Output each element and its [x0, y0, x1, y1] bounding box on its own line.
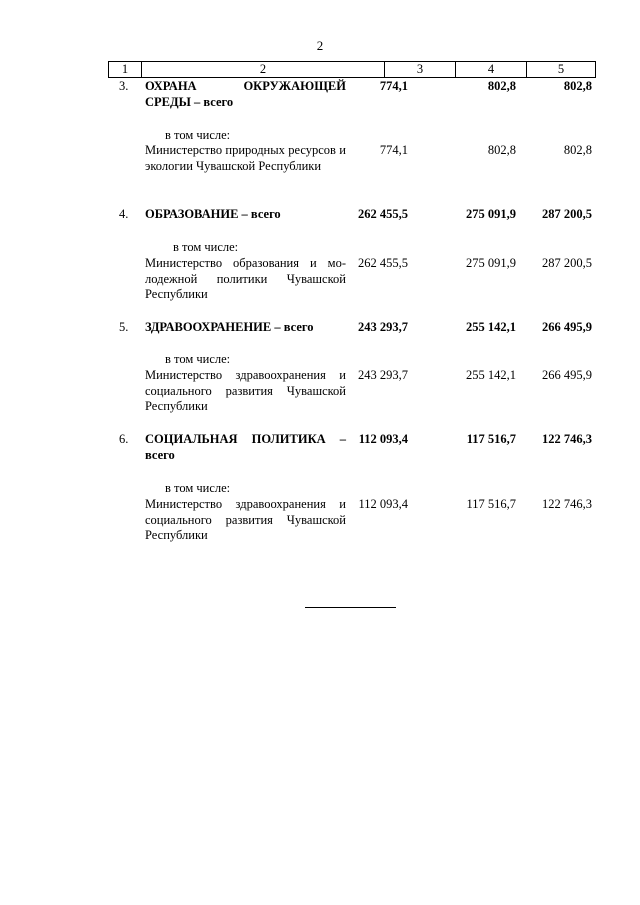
ministry-col4: 275 091,9	[466, 256, 516, 270]
section-number: 6.	[119, 432, 129, 446]
section-total-col5: 802,8	[563, 79, 592, 93]
ministry-name: Министерство природных ресурсов и экологии Чувашской Республики	[145, 143, 346, 173]
section-title: ЗДРАВООХРАНЕНИЕ – всего	[145, 320, 314, 334]
ministry-col5: 122 746,3	[542, 497, 592, 511]
section-number: 3.	[119, 79, 129, 93]
section-title: ОБРАЗОВАНИЕ – всего	[145, 207, 281, 221]
ministry-name: Министерство здравоохранения и социального развития Чувашской Республики	[145, 368, 346, 413]
end-rule-divider	[305, 607, 396, 608]
ministry-col3: 262 455,5	[358, 256, 408, 270]
section-total-col3: 262 455,5	[358, 207, 408, 221]
ministry-col3: 774,1	[379, 143, 408, 157]
section-number: 5.	[119, 320, 129, 334]
section-total-col4: 117 516,7	[466, 432, 516, 446]
column-header-3: 3	[384, 62, 455, 77]
including-label: в том числе:	[165, 481, 231, 495]
column-header-1: 1	[108, 62, 141, 77]
section-title: СОЦИАЛЬНАЯ ПОЛИТИКА – всего	[145, 432, 346, 462]
including-label: в том числе:	[165, 128, 231, 142]
section-total-col4: 275 091,9	[466, 207, 516, 221]
section-total-col5: 122 746,3	[542, 432, 592, 446]
ministry-col3: 112 093,4	[358, 497, 408, 511]
section-total-col4: 255 142,1	[466, 320, 516, 334]
column-header-4: 4	[455, 62, 526, 77]
column-header-2: 2	[141, 62, 384, 77]
ministry-col3: 243 293,7	[358, 368, 408, 382]
including-label: в том числе:	[165, 352, 231, 366]
section-title: ОХРАНА ОКРУЖАЮЩЕЙ СРЕДЫ – всего	[145, 79, 346, 109]
page-number: 2	[316, 38, 324, 53]
section-total-col5: 287 200,5	[542, 207, 592, 221]
section-number: 4.	[119, 207, 129, 221]
ministry-col4: 117 516,7	[466, 497, 516, 511]
ministry-name: Министерство здравоохранения и социального развития Чувашской Республики	[145, 497, 346, 542]
section-total-col5: 266 495,9	[542, 320, 592, 334]
ministry-col5: 287 200,5	[542, 256, 592, 270]
section-total-col3: 112 093,4	[358, 432, 408, 446]
ministry-col5: 266 495,9	[542, 368, 592, 382]
including-label: в том числе:	[173, 240, 239, 254]
section-total-col3: 774,1	[379, 79, 408, 93]
ministry-name: Министерство образования и молодежной политики Чувашской Республики	[145, 256, 346, 301]
section-total-col4: 802,8	[487, 79, 516, 93]
column-header-5: 5	[526, 62, 596, 77]
table-header-row	[108, 61, 596, 78]
section-total-col3: 243 293,7	[358, 320, 408, 334]
ministry-col5: 802,8	[563, 143, 592, 157]
ministry-col4: 255 142,1	[466, 368, 516, 382]
ministry-col4: 802,8	[487, 143, 516, 157]
